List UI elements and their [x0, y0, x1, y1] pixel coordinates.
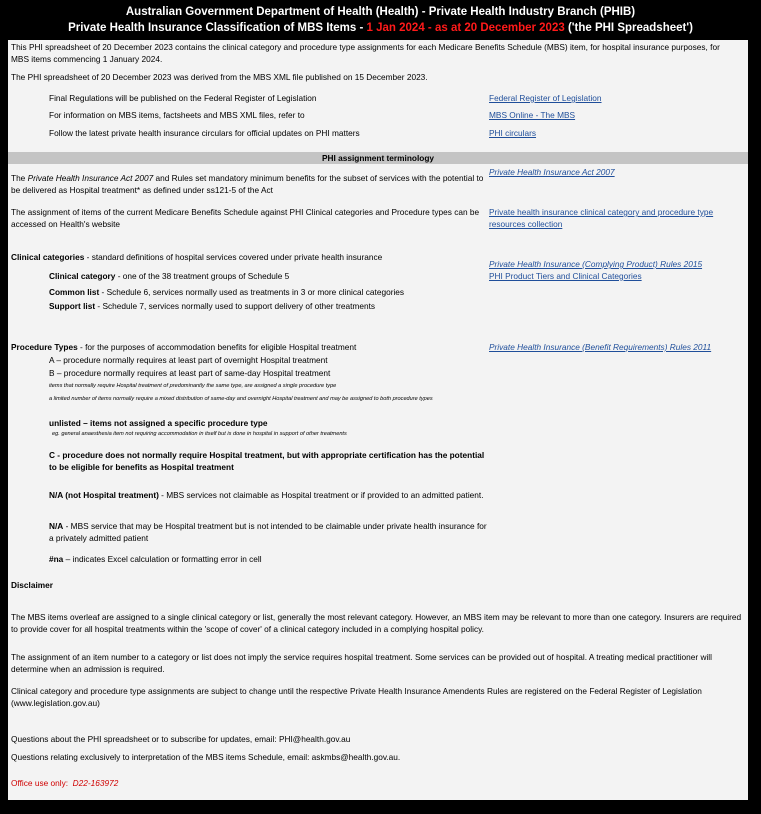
na-not-claimable: N/A - MBS service that may be Hospital treatment but is not intended to be claimable under private health insurance for a privately admitted patient — [49, 521, 487, 543]
header-line-1: Australian Government Department of Health (Health) - Private Health Industry Branch (PHIB) — [125, 6, 636, 18]
header-date-2: as at 20 December 2023 — [434, 22, 565, 34]
na-not-hospital: N/A (not Hospital treatment) - MBS services not claimable as Hospital treatment or if provided to an admitted patient. — [49, 490, 484, 500]
office-use: Office use only: D22-163972 — [11, 778, 119, 788]
intro-row-3-text: Follow the latest private health insurance circulars for official updates on PHI matters — [49, 128, 360, 138]
procedure-note-2: a limited number of items normally require a mixed distribution of same-day and overnight Hospital treatment and may be assigned to both procedure types — [49, 396, 433, 402]
intro-paragraph-1: This PHI spreadsheet of 20 December 2023 contains the clinical category and procedure type assignments for each Medicare Benefits Schedule (MBS) item, for hospital insurance purposes, for MBS items commencing 1 January 2024. — [11, 42, 720, 64]
intro-paragraph-2: The PHI spreadsheet of 20 December 2023 was derived from the MBS XML file published on 15 December 2023. — [11, 72, 428, 82]
support-list-item: Support list - Schedule 7, services normally used to support delivery of other treatments — [49, 301, 376, 311]
spreadsheet-sheet — [8, 40, 748, 800]
disclaimer-heading: Disclaimer — [11, 580, 53, 590]
contact-askmbs-email: Questions relating exclusively to interpretation of the MBS items Schedule, email: askmbs@health.gov.au. — [11, 752, 401, 762]
clinical-category-item: Clinical category - one of the 38 treatment groups of Schedule 5 — [49, 271, 290, 281]
procedure-type-b: B – procedure normally requires at least part of same-day Hospital treatment — [49, 368, 331, 378]
contact-phi-email: Questions about the PHI spreadsheet or to subscribe for updates, email: PHI@health.gov.au — [11, 734, 351, 744]
complying-product-rules-link[interactable]: Private Health Insurance (Complying Product) Rules 2015 — [489, 259, 703, 269]
header-date-1: 1 Jan 2024 — [366, 22, 425, 34]
disclaimer-paragraph-3: Clinical category and procedure type assignments are subject to change until the respective Private Health Insurance Amendents Rules are registered on the Federal Register of Legislation (www.legislation.gov.au) — [11, 686, 702, 708]
procedure-types-heading: Procedure Types - for the purposes of accommodation benefits for eligible Hospital treatment — [11, 342, 357, 352]
header-title: Private Health Insurance Classification of MBS Items - — [68, 22, 367, 34]
procedure-type-a: A – procedure normally requires at least part of overnight Hospital treatment — [49, 355, 328, 365]
disclaimer-paragraph-2: The assignment of an item number to a category or list does not imply the service requires hospital treatment. Some services can be provided out of hospital. A treating medical practitioner will determine when an admission is required. — [11, 652, 712, 674]
common-list-item: Common list - Schedule 6, services normally used as treatments in 3 or more clinical categories — [49, 287, 405, 297]
phi-circulars-link[interactable]: PHI circulars — [489, 128, 537, 138]
benefit-requirements-rules-link[interactable]: Private Health Insurance (Benefit Requirements) Rules 2011 — [489, 342, 712, 352]
phi-act-link[interactable]: Private Health Insurance Act 2007 — [489, 167, 615, 177]
intro-row-2-text: For information on MBS items, factsheets and MBS XML files, refer to — [49, 110, 305, 120]
assignment-paragraph: The assignment of items of the current Medicare Benefits Schedule against PHI Clinical categories and Procedure types can be accessed on Health's website — [11, 207, 480, 229]
resources-collection-link[interactable]: Private health insurance clinical category and procedure type resources collection — [489, 207, 714, 229]
header-sep: - — [424, 22, 435, 34]
unlisted-note: eg. general anaesthesia item not requiring accommodation in itself but is done in hospital in support of other treatments — [52, 431, 347, 437]
intro-row-1-text: Final Regulations will be published on the Federal Register of Legislation — [49, 93, 317, 103]
federal-register-link[interactable]: Federal Register of Legislation — [489, 93, 602, 103]
act-paragraph: The Private Health Insurance Act 2007 and Rules set mandatory minimum benefits for the subset of services with the potential to be delivered as Hospital treatment* as defined under ss121-5 of the Act — [11, 173, 484, 195]
page-header — [0, 0, 761, 40]
mbs-online-link[interactable]: MBS Online - The MBS — [489, 110, 576, 120]
office-reference: D22-163972 — [72, 778, 119, 788]
procedure-type-unlisted: unlisted – items not assigned a specific procedure type — [49, 418, 268, 428]
hash-na-item: #na – indicates Excel calculation or formatting error in cell — [49, 554, 262, 564]
clinical-categories-heading: Clinical categories - standard definitions of hospital services covered under private health insurance — [11, 252, 383, 262]
header-suffix: ('the PHI Spreadsheet') — [564, 22, 693, 34]
procedure-note-1: items that normally require Hospital treatment of predominantly the same type, are assigned a single procedure type — [49, 383, 337, 389]
terminology-band: PHI assignment terminology — [8, 152, 748, 164]
product-tiers-link[interactable]: PHI Product Tiers and Clinical Categories — [489, 271, 642, 281]
disclaimer-paragraph-1: The MBS items overleaf are assigned to a single clinical category or list, generally the most relevant category. However, an MBS item may be relevant to more than one category. Insurers are required to provide cover for all hospital treatments within the 'scope of cover' of a clinical category included in a complying hospital policy. — [11, 612, 742, 634]
header-line-2 — [0, 20, 761, 36]
procedure-type-c: C - procedure does not normally require Hospital treatment, but with appropriate certification has the potential to be eligible for benefits as Hospital treatment — [49, 450, 485, 472]
